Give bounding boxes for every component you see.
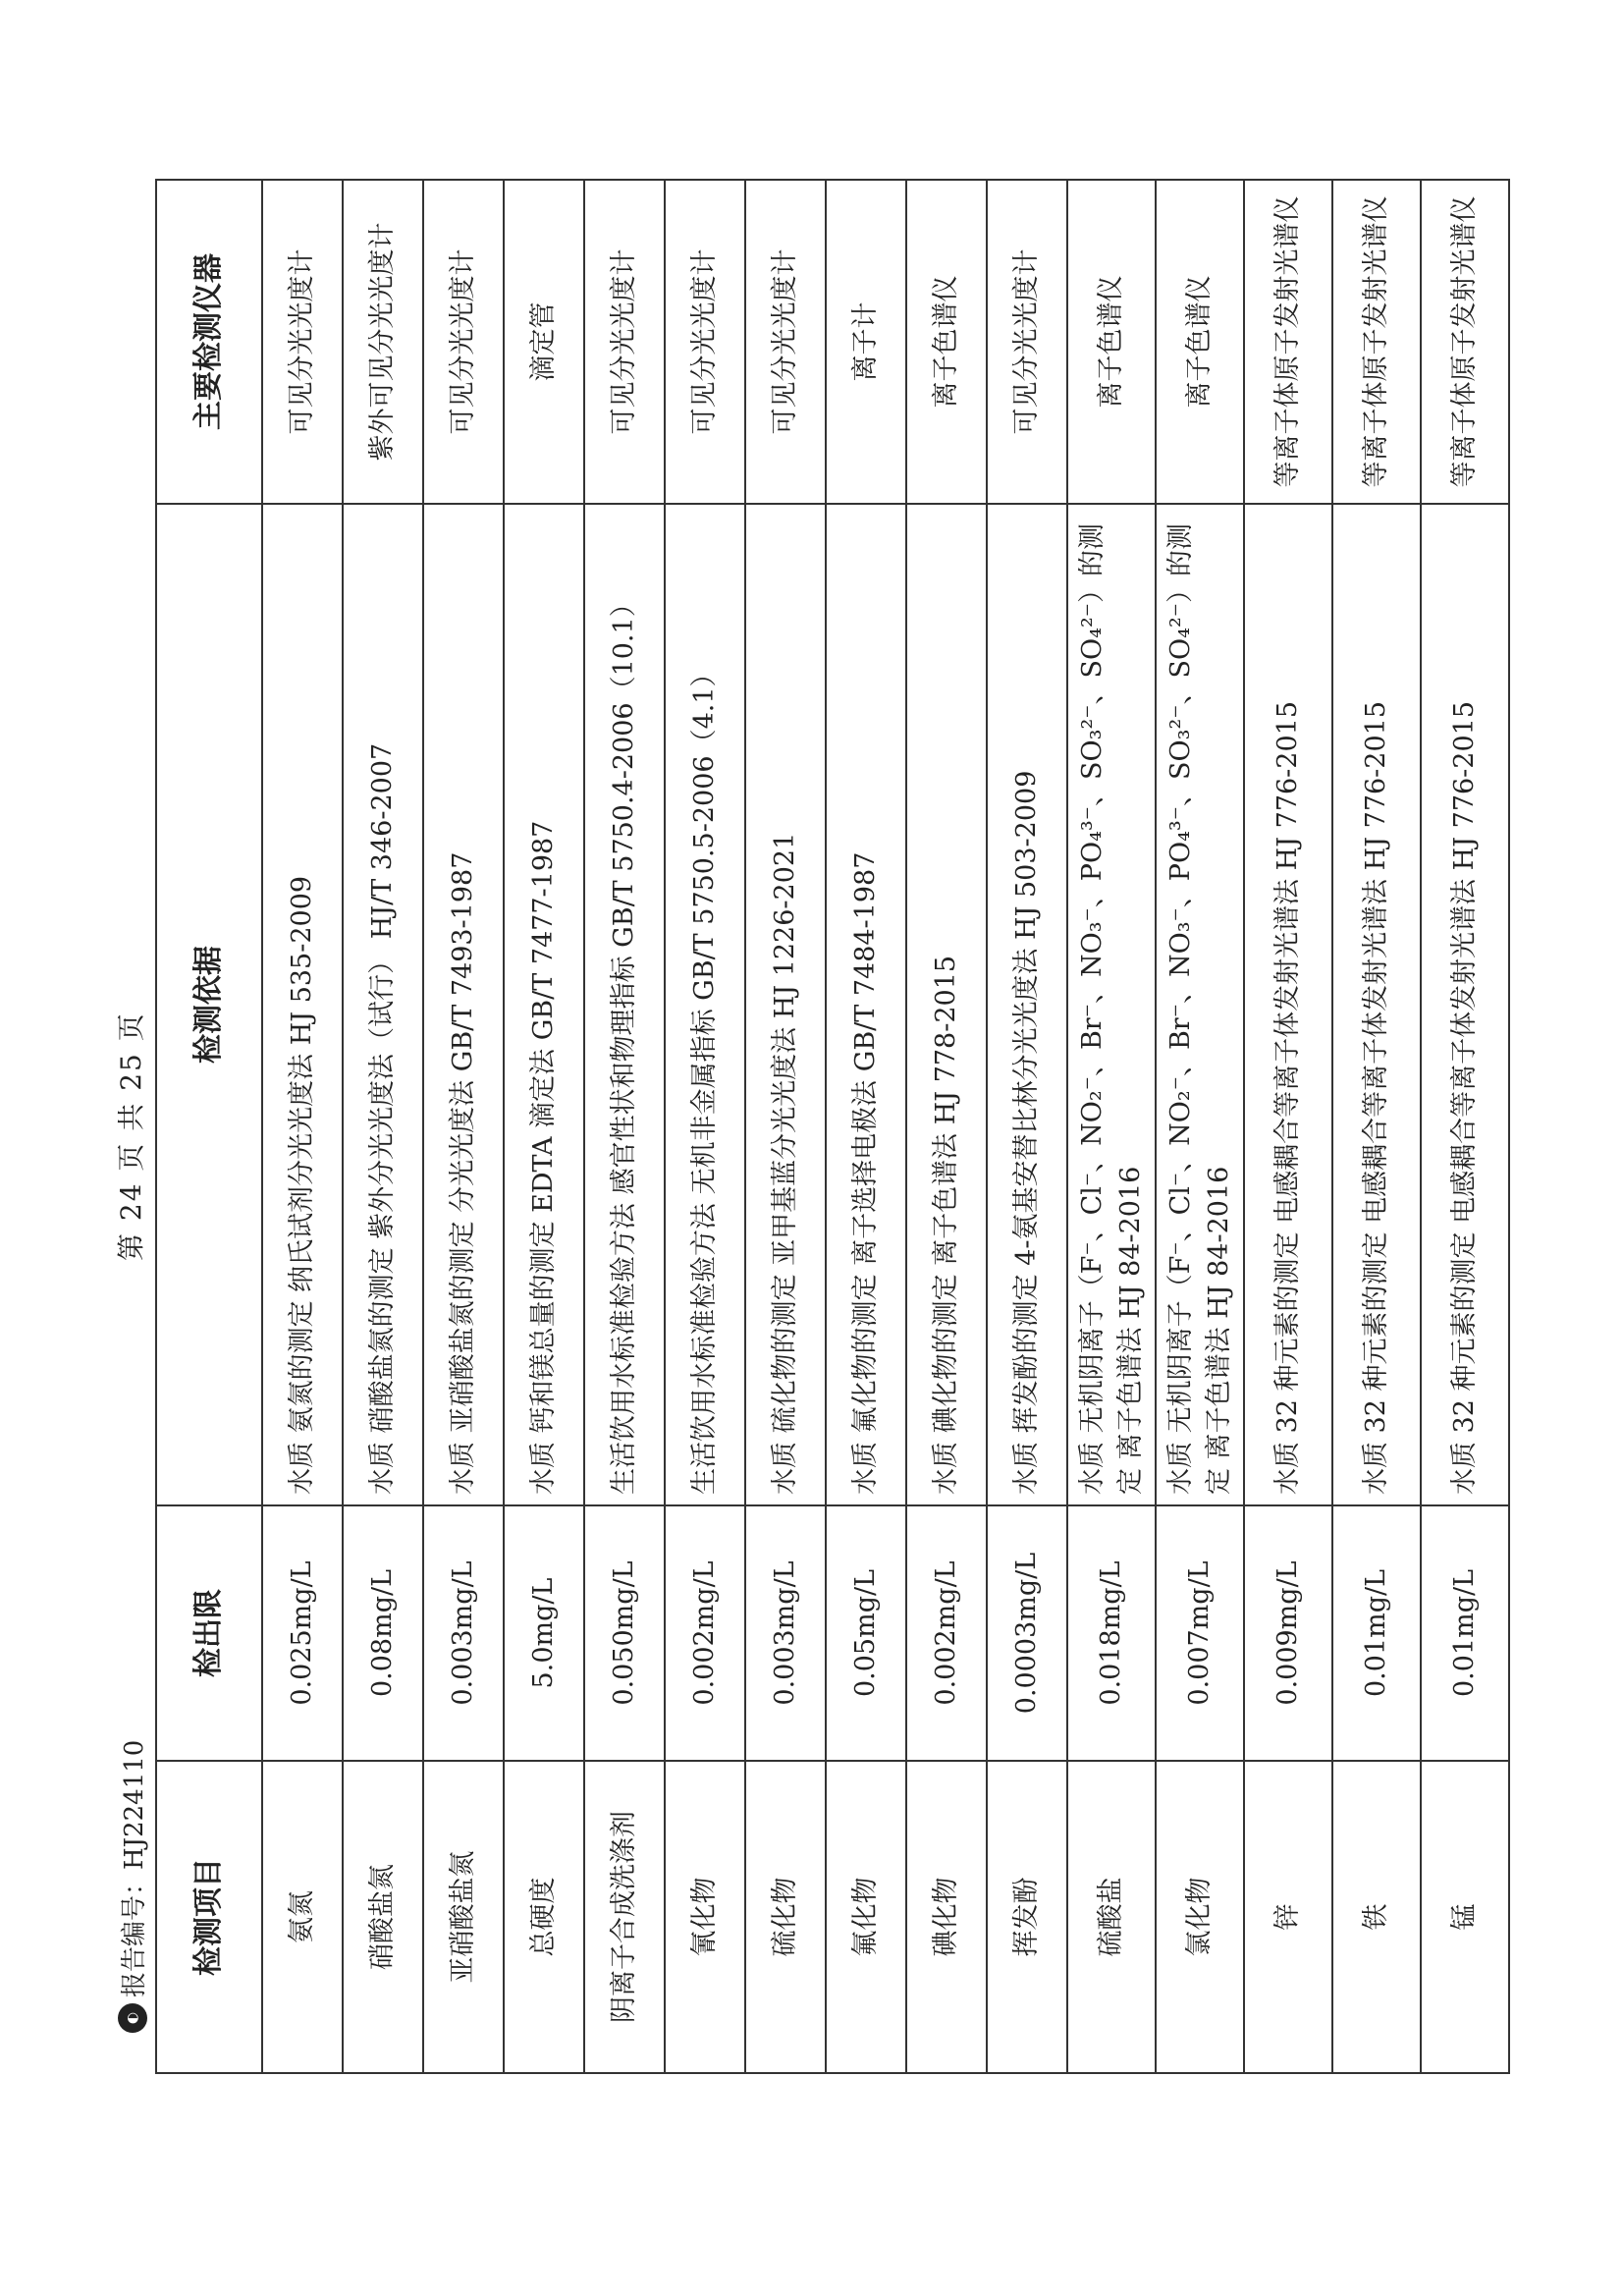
page-indicator: 第 24 页 共 25 页 [115, 1011, 147, 1261]
cell-limit: 0.0003mg/L [987, 1505, 1067, 1761]
cell-instrument: 可见分光光度计 [665, 180, 745, 504]
cell-basis: 水质 亚硝酸盐氮的测定 分光光度法 GB/T 7493-1987 [423, 504, 504, 1505]
cell-item: 锰 [1421, 1761, 1509, 2073]
cell-item: 铁 [1332, 1761, 1421, 2073]
table-row [987, 180, 1067, 2073]
table-row [1421, 180, 1509, 2073]
test-method-table [155, 179, 1510, 2074]
table-body [262, 180, 1509, 2073]
cell-limit: 0.050mg/L [584, 1505, 665, 1761]
cell-instrument: 可见分光光度计 [745, 180, 826, 504]
cell-item: 挥发酚 [987, 1761, 1067, 2073]
cell-limit: 0.01mg/L [1421, 1505, 1509, 1761]
table-row [262, 180, 343, 2073]
cell-instrument: 滴定管 [504, 180, 584, 504]
cell-limit: 0.007mg/L [1156, 1505, 1244, 1761]
table-row [906, 180, 987, 2073]
cell-item: 阴离子合成洗涤剂 [584, 1761, 665, 2073]
cell-instrument: 等离子体原子发射光谱仪 [1244, 180, 1332, 504]
cell-instrument: 离子色谱仪 [906, 180, 987, 504]
header-item: 检测项目 [156, 1761, 262, 2073]
cell-limit: 0.003mg/L [745, 1505, 826, 1761]
cell-item: 氯化物 [1156, 1761, 1244, 2073]
cell-item: 硫酸盐 [1067, 1761, 1156, 2073]
table-row [745, 180, 826, 2073]
cell-basis: 水质 32 种元素的测定 电感耦合等离子体发射光谱法 HJ 776-2015 [1421, 504, 1509, 1505]
table-row [665, 180, 745, 2073]
cell-instrument: 等离子体原子发射光谱仪 [1332, 180, 1421, 504]
report-number-text: 报告编号：HJ224110 [120, 1739, 149, 1997]
cell-basis: 水质 32 种元素的测定 电感耦合等离子体发射光谱法 HJ 776-2015 [1244, 504, 1332, 1505]
cell-item: 氰化物 [665, 1761, 745, 2073]
cell-instrument: 离子色谱仪 [1156, 180, 1244, 504]
cell-limit: 0.002mg/L [665, 1505, 745, 1761]
cell-instrument: 离子计 [826, 180, 906, 504]
cell-limit: 5.0mg/L [504, 1505, 584, 1761]
cell-basis: 水质 32 种元素的测定 电感耦合等离子体发射光谱法 HJ 776-2015 [1332, 504, 1421, 1505]
cell-limit: 0.025mg/L [262, 1505, 343, 1761]
table-row [1332, 180, 1421, 2073]
company-logo-icon: ◐ [118, 2003, 147, 2033]
cell-instrument: 可见分光光度计 [423, 180, 504, 504]
table-header-row [156, 180, 262, 2073]
cell-instrument: 紫外可见分光光度计 [343, 180, 423, 504]
cell-basis: 水质 氨氮的测定 纳氏试剂分光光度法 HJ 535-2009 [262, 504, 343, 1505]
report-number [114, 1740, 150, 2033]
header-instrument: 主要检测仪器 [156, 180, 262, 504]
cell-item: 总硬度 [504, 1761, 584, 2073]
cell-basis: 水质 硫化物的测定 亚甲基蓝分光光度法 HJ 1226-2021 [745, 504, 826, 1505]
cell-item: 亚硝酸盐氮 [423, 1761, 504, 2073]
cell-item: 碘化物 [906, 1761, 987, 2073]
cell-item: 硫化物 [745, 1761, 826, 2073]
cell-basis: 水质 钙和镁总量的测定 EDTA 滴定法 GB/T 7477-1987 [504, 504, 584, 1505]
cell-basis: 水质 碘化物的测定 离子色谱法 HJ 778-2015 [906, 504, 987, 1505]
cell-basis: 水质 氟化物的测定 离子选择电极法 GB/T 7484-1987 [826, 504, 906, 1505]
cell-item: 硝酸盐氮 [343, 1761, 423, 2073]
cell-instrument: 离子色谱仪 [1067, 180, 1156, 504]
cell-instrument: 可见分光光度计 [987, 180, 1067, 504]
cell-instrument: 等离子体原子发射光谱仪 [1421, 180, 1509, 504]
cell-limit: 0.05mg/L [826, 1505, 906, 1761]
cell-limit: 0.002mg/L [906, 1505, 987, 1761]
table-row [343, 180, 423, 2073]
table-row [1067, 180, 1156, 2073]
cell-item: 锌 [1244, 1761, 1332, 2073]
cell-instrument: 可见分光光度计 [262, 180, 343, 504]
cell-basis: 生活饮用水标准检验方法 感官性状和物理指标 GB/T 5750.4-2006（10.1） [584, 504, 665, 1505]
cell-limit: 0.018mg/L [1067, 1505, 1156, 1761]
cell-limit: 0.01mg/L [1332, 1505, 1421, 1761]
header-basis: 检测依据 [156, 504, 262, 1505]
cell-basis: 水质 无机阴离子（F⁻、Cl⁻、NO₂⁻、Br⁻、NO₃⁻、PO₄³⁻、SO₃²⁻、SO₄²⁻）的测定 离子色谱法 HJ 84-2016 [1156, 504, 1244, 1505]
table-row [504, 180, 584, 2073]
cell-item: 氨氮 [262, 1761, 343, 2073]
cell-basis: 水质 挥发酚的测定 4-氨基安替比林分光光度法 HJ 503-2009 [987, 504, 1067, 1505]
cell-basis: 水质 硝酸盐氮的测定 紫外分光光度法（试行） HJ/T 346-2007 [343, 504, 423, 1505]
cell-limit: 0.009mg/L [1244, 1505, 1332, 1761]
cell-limit: 0.003mg/L [423, 1505, 504, 1761]
header-limit: 检出限 [156, 1505, 262, 1761]
table-row [826, 180, 906, 2073]
table-row [1244, 180, 1332, 2073]
table-row [1156, 180, 1244, 2073]
cell-basis: 水质 无机阴离子（F⁻、Cl⁻、NO₂⁻、Br⁻、NO₃⁻、PO₄³⁻、SO₃²⁻、SO₄²⁻）的测定 离子色谱法 HJ 84-2016 [1067, 504, 1156, 1505]
cell-instrument: 可见分光光度计 [584, 180, 665, 504]
table-row [423, 180, 504, 2073]
cell-limit: 0.08mg/L [343, 1505, 423, 1761]
table-row [584, 180, 665, 2073]
cell-basis: 生活饮用水标准检验方法 无机非金属指标 GB/T 5750.5-2006（4.1） [665, 504, 745, 1505]
cell-item: 氟化物 [826, 1761, 906, 2073]
